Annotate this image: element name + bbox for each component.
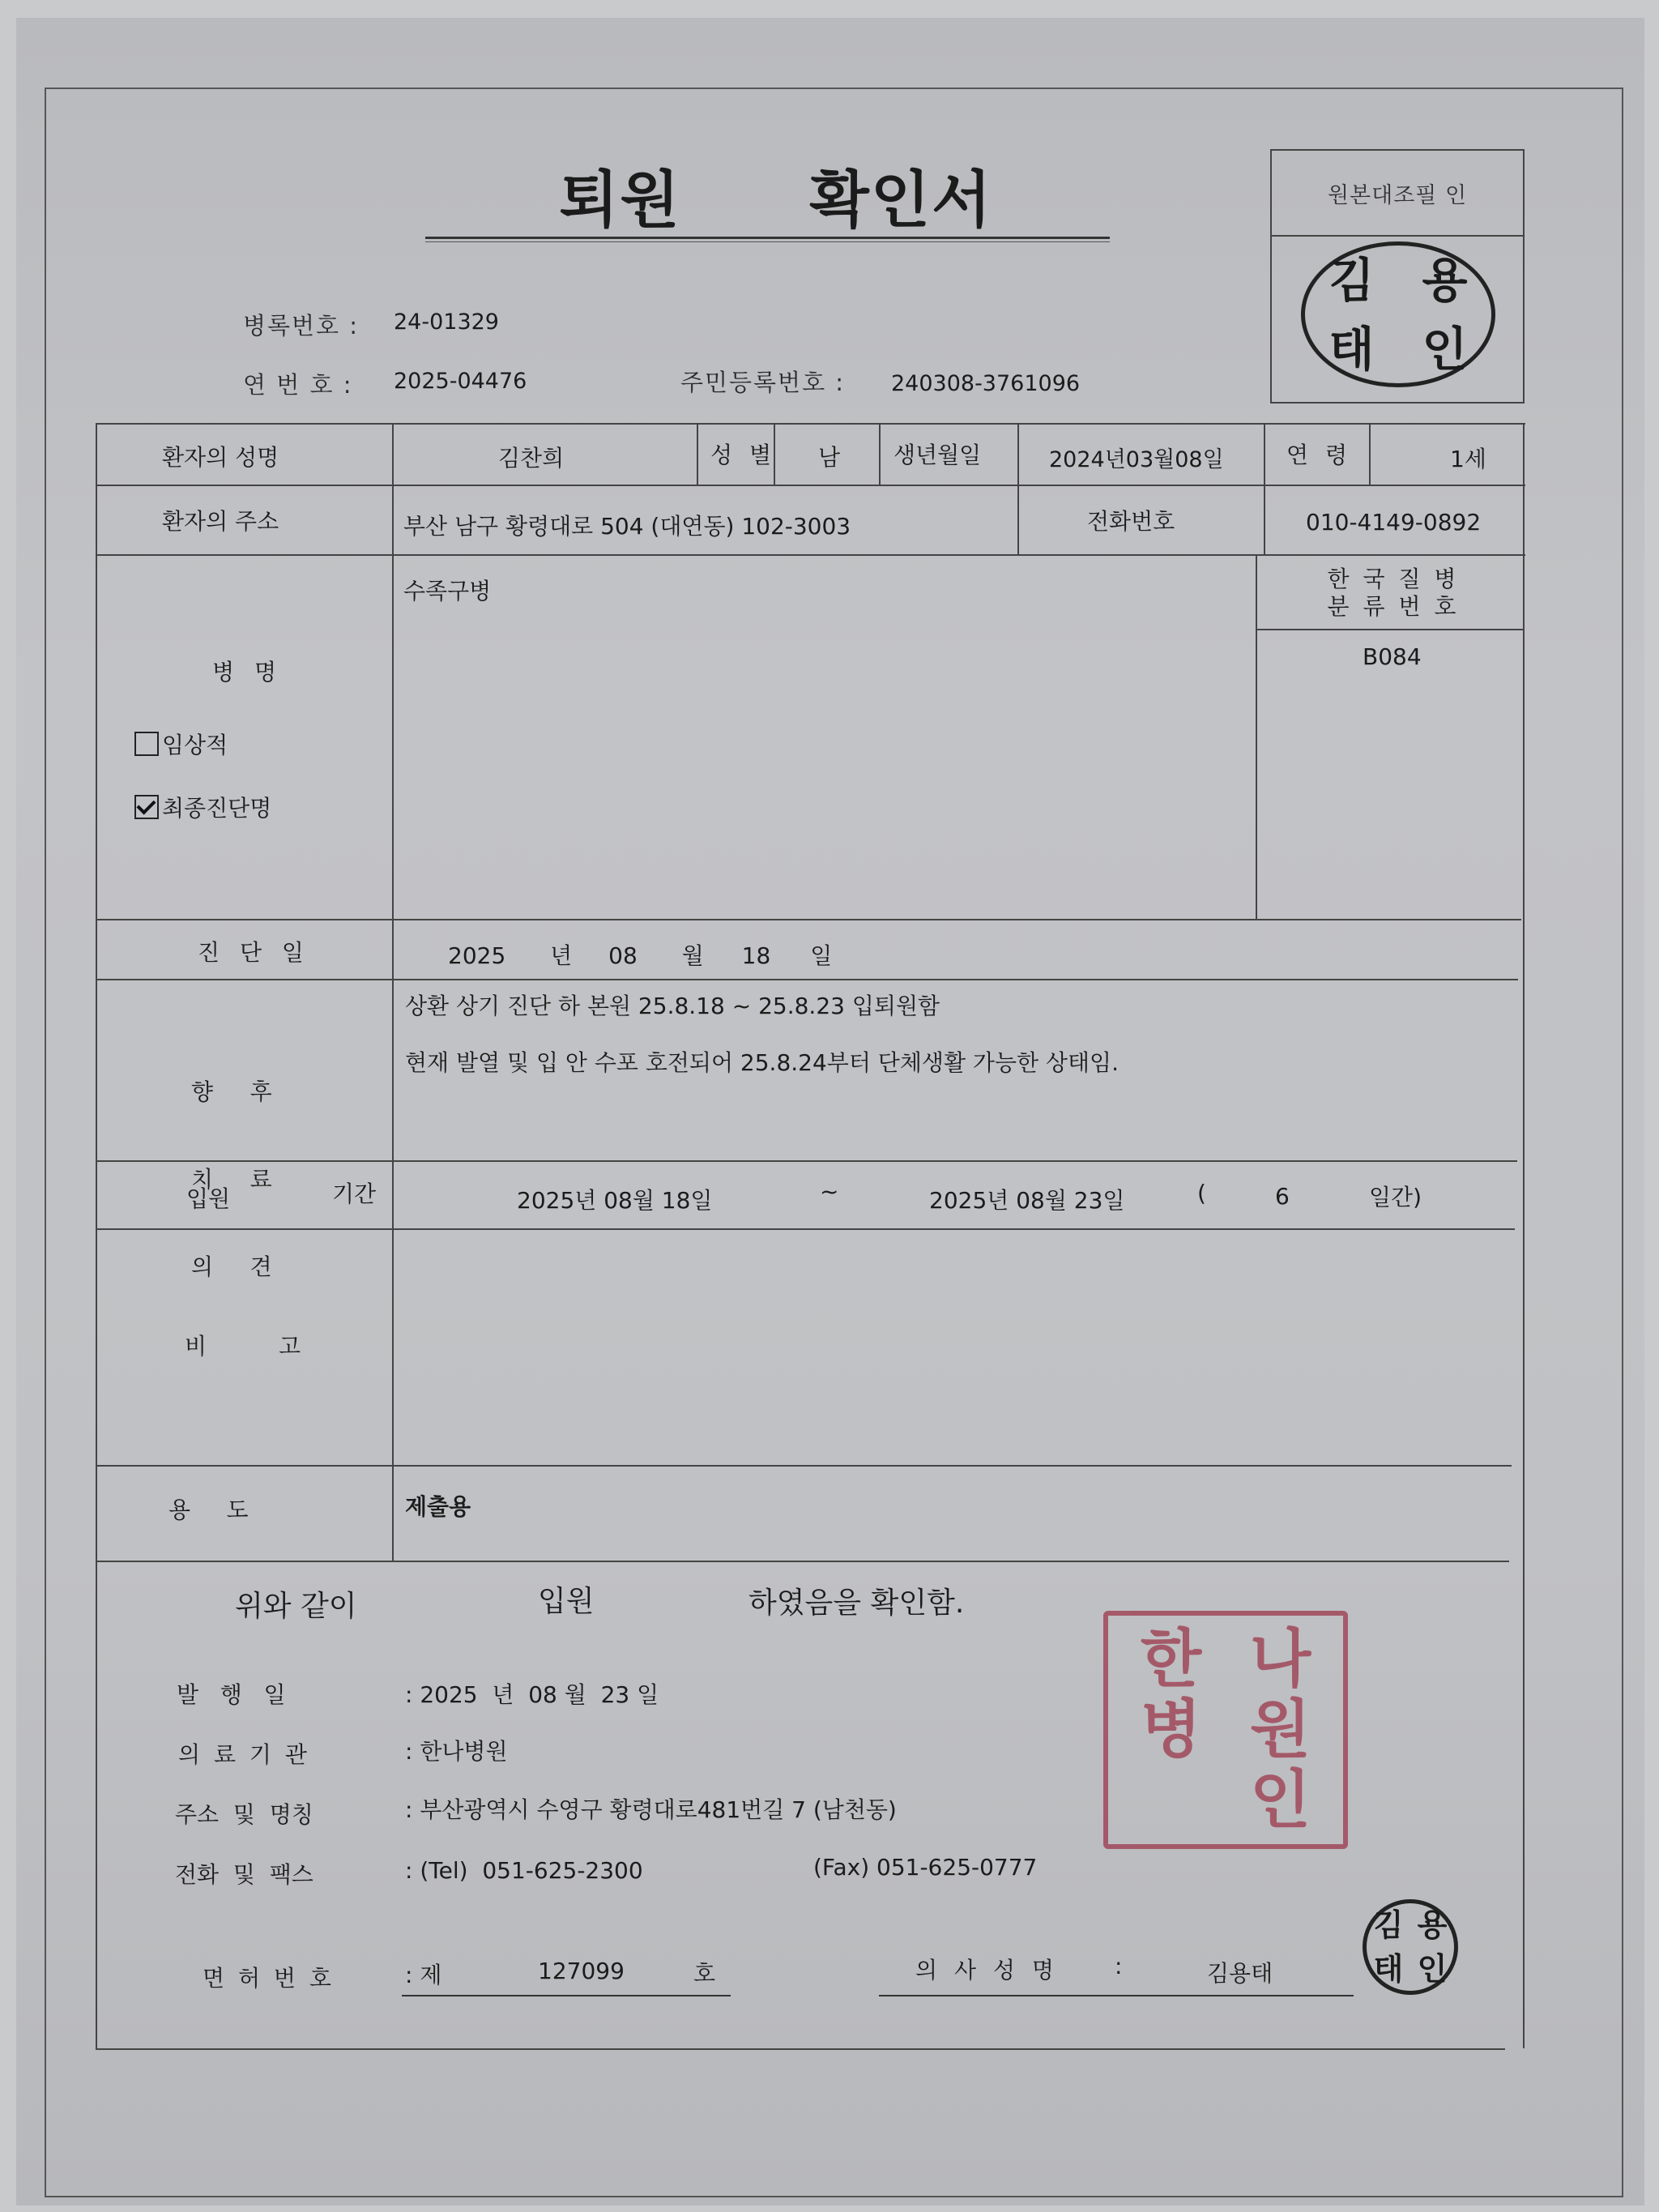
opinion-label-line1: 향 후 (191, 1078, 274, 1105)
issuer-phone-label: 전화 및 팩스 (175, 1861, 313, 1888)
table-line (1257, 629, 1525, 630)
table-line (879, 423, 881, 485)
opinion-label (191, 1019, 274, 1311)
admission-paren-open: ( (1197, 1180, 1206, 1206)
confirm-part2: 입원 (538, 1585, 595, 1618)
seal-char: 용 (1422, 252, 1468, 308)
title-underline-thin (425, 241, 1110, 242)
license-number: 127099 (538, 1958, 625, 1984)
opinion-label-line3: 의 견 (191, 1253, 274, 1280)
table-line (96, 1160, 1517, 1162)
age-value: 1세 (1450, 446, 1486, 472)
seal-char: 원 (1249, 1693, 1311, 1766)
serial-number-label: 연 번 호 : (243, 371, 353, 399)
issuer-fax-value: (Fax) 051-625-0777 (813, 1854, 1038, 1881)
admission-label-left: 입원 (186, 1185, 231, 1212)
table-line (697, 423, 698, 485)
license-prefix: : 제 (405, 1962, 442, 1988)
clinical-option (134, 728, 228, 760)
diagnosis-date-label: 진 단 일 (198, 939, 310, 966)
diagnosis-day: 18 (741, 942, 771, 969)
month-unit: 월 (681, 942, 704, 969)
seal-char: 병 (1140, 1693, 1202, 1766)
opinion-line-2: 현재 발열 및 입 안 수포 호전되어 25.8.24부터 단체생활 가능한 상태임. (405, 1049, 1119, 1076)
admission-tilde: ~ (820, 1178, 839, 1205)
institution-label: 의 료 기 관 (178, 1741, 310, 1768)
sex-value: 남 (818, 444, 841, 471)
table-line (1523, 423, 1525, 2048)
table-line (1256, 554, 1257, 919)
serial-number-value: 2025-04476 (394, 369, 527, 394)
final-diagnosis-checkbox[interactable] (134, 795, 159, 819)
final-diagnosis-label: 최종진단명 (162, 795, 272, 822)
rrn-value: 240308-3761096 (891, 371, 1081, 396)
address-label: 환자의 주소 (162, 508, 279, 535)
record-number-value: 24-01329 (394, 310, 499, 335)
sex-label: 성 별 (710, 442, 776, 468)
issuer-address-value: : 부산광역시 수영구 황령대로481번길 7 (남천동) (405, 1796, 897, 1823)
table-line (1017, 423, 1019, 554)
seal-char: 나 (1249, 1622, 1311, 1696)
table-line (96, 1561, 1509, 1562)
dob-value: 2024년03월08일 (1049, 447, 1224, 472)
doctor-underline (879, 1995, 1354, 1996)
kcd-label-line1: 한 국 질 병 (1327, 566, 1460, 592)
stamp-caption: 원본대조필 인 (1272, 151, 1523, 237)
table-line (96, 554, 1525, 556)
title-left: 퇴원 (559, 164, 681, 236)
issue-date-label: 발 행 일 (177, 1681, 286, 1708)
disease-label: 병 명 (212, 659, 283, 685)
patient-name-label: 환자의 성명 (162, 444, 279, 471)
diagnosis-date-value (448, 938, 832, 971)
seal-char: 김 (1328, 252, 1375, 308)
opinion-label-line2: 치 료 (191, 1166, 274, 1193)
admission-start: 2025년 08월 18일 (517, 1187, 713, 1214)
license-suffix: 호 (693, 1960, 716, 1987)
usage-value: 제출용 (405, 1493, 471, 1520)
clinical-checkbox[interactable] (134, 732, 159, 756)
kcd-label-line2: 분 류 번 호 (1327, 593, 1460, 620)
table-line (1369, 423, 1371, 485)
seal-char: 인 (1422, 321, 1468, 377)
remarks-label: 비 고 (185, 1333, 301, 1360)
table-line (96, 423, 97, 2048)
usage-label: 용 도 (168, 1497, 249, 1523)
title-right: 확인서 (809, 164, 993, 236)
original-copy-stamp-box (1270, 149, 1525, 404)
license-underline (402, 1995, 731, 1996)
hospital-seal (1103, 1611, 1348, 1849)
kcd-code: B084 (1363, 643, 1422, 670)
disease-name: 수족구병 (403, 578, 492, 604)
kcd-label (1264, 566, 1523, 621)
seal-char: 태 (1328, 321, 1375, 377)
seal-char: 인 (1417, 1951, 1448, 1987)
admission-days-unit: 일간) (1369, 1184, 1422, 1211)
admission-days: 6 (1275, 1183, 1290, 1210)
age-label: 연 령 (1286, 442, 1352, 468)
table-line (96, 1465, 1512, 1467)
confirm-part3: 하였음을 확인함. (748, 1586, 965, 1620)
issue-date-value: : 2025 년 08 월 23 일 (405, 1681, 659, 1708)
table-line (392, 423, 394, 1561)
issuer-address-label: 주소 및 명칭 (175, 1801, 313, 1828)
admission-end: 2025년 08월 23일 (929, 1187, 1125, 1214)
doctor-seal-large (1301, 241, 1495, 387)
table-line (96, 2048, 1505, 2050)
diagnosis-year: 2025 (448, 942, 506, 969)
dob-label: 생년월일 (893, 442, 982, 468)
phone-value: 010-4149-0892 (1306, 509, 1482, 536)
title-underline (425, 237, 1110, 239)
rrn-label: 주민등록번호 : (680, 369, 846, 396)
address-value: 부산 남구 황령대로 504 (대연동) 102-3003 (403, 513, 851, 540)
final-diagnosis-option (134, 791, 271, 823)
institution-value: : 한나병원 (405, 1738, 508, 1765)
year-unit: 년 (550, 942, 573, 969)
document-title (559, 151, 993, 239)
seal-char: 용 (1417, 1907, 1448, 1943)
opinion-line-1: 상환 상기 진단 하 본원 25.8.18 ~ 25.8.23 입퇴원함 (405, 993, 940, 1019)
table-line (96, 423, 1525, 425)
table-line (96, 919, 1521, 920)
doctor-seal-small (1363, 1899, 1458, 1995)
patient-name: 김찬희 (498, 445, 565, 472)
table-line (96, 979, 1518, 980)
seal-char: 김 (1373, 1907, 1404, 1943)
seal-char: 한 (1140, 1622, 1202, 1696)
diagnosis-month: 08 (608, 942, 638, 969)
confirm-part1: 위와 같이 (235, 1590, 357, 1623)
seal-char: 인 (1249, 1764, 1311, 1838)
table-line (1264, 423, 1265, 554)
license-label: 면 허 번 호 (203, 1965, 335, 1992)
phone-label: 전화번호 (1087, 508, 1175, 535)
admission-label-right: 기간 (332, 1181, 377, 1207)
record-number-label: 병록번호 : (243, 312, 360, 339)
issuer-tel-value: : (Tel) 051-625-2300 (405, 1857, 643, 1884)
doctor-name-label: 의 사 성 명 (915, 1957, 1059, 1984)
seal-char: 태 (1373, 1951, 1404, 1987)
doctor-name: 김용태 (1207, 1960, 1273, 1987)
table-line (96, 485, 1525, 486)
clinical-label: 임상적 (162, 732, 228, 758)
doctor-name-colon: : (1115, 1953, 1123, 1979)
day-unit: 일 (810, 942, 833, 969)
table-line (96, 1228, 1515, 1230)
